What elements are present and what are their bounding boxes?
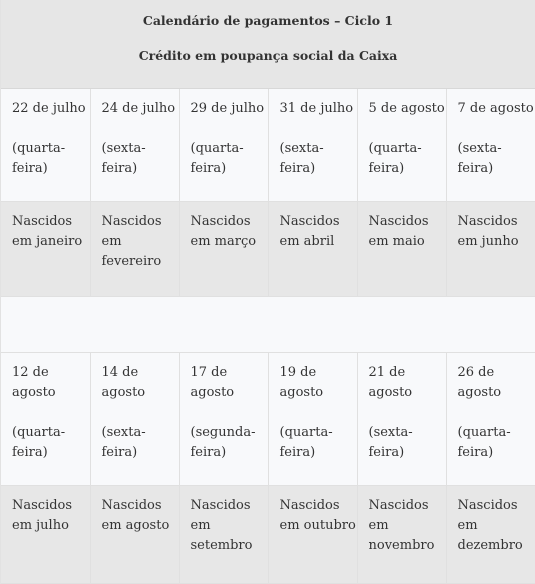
birth-month-label: Nascidos em abril: [280, 202, 357, 252]
birth-month-label: Nascidos em março: [191, 202, 268, 252]
date-cell: [90, 352, 179, 485]
payment-day: 21 de agosto: [369, 363, 446, 403]
birth-month-label: Nascidos em fevereiro: [102, 202, 179, 272]
birth-month-label: Nascidos em novembro: [369, 486, 446, 556]
payment-weekday: (quarta-feira): [369, 139, 446, 179]
date-cell: [446, 89, 535, 201]
payment-weekday: (quarta-feira): [12, 423, 90, 463]
date-cell: [268, 89, 357, 201]
birth-month-label: Nascidos em agosto: [102, 486, 179, 536]
birth-cell: [357, 201, 446, 296]
birth-month-label: Nascidos em dezembro: [458, 486, 535, 556]
birth-cell: [179, 201, 268, 296]
payment-day: 22 de julho: [12, 99, 90, 119]
birth-month-label: Nascidos em outubro: [280, 486, 357, 536]
date-cell: [179, 89, 268, 201]
birth-month-label: Nascidos em junho: [458, 202, 535, 252]
payment-weekday: (sexta-feira): [102, 423, 179, 463]
payment-day: 26 de agosto: [458, 363, 535, 403]
birth-cell: [1, 485, 90, 583]
date-row: [1, 352, 535, 485]
date-cell: [1, 89, 90, 201]
payment-day: 29 de julho: [191, 99, 268, 119]
date-cell: [268, 352, 357, 485]
payment-day: 31 de julho: [280, 99, 357, 119]
spacer-row: [1, 296, 535, 352]
birth-cell: [90, 485, 179, 583]
birth-month-row: [1, 201, 535, 296]
birth-month-label: Nascidos em julho: [12, 486, 90, 536]
payment-weekday: (quarta-feira): [458, 423, 535, 463]
payment-weekday: (quarta-feira): [280, 423, 357, 463]
payment-weekday: (sexta-feira): [458, 139, 535, 179]
payment-day: 7 de agosto: [458, 99, 535, 119]
calendar-subtitle: Crédito em poupança social da Caixa: [1, 47, 535, 65]
date-cell: [446, 352, 535, 485]
birth-cell: [446, 201, 535, 296]
date-cell: [357, 89, 446, 201]
payment-day: 19 de agosto: [280, 363, 357, 403]
date-cell: [1, 352, 90, 485]
birth-month-label: Nascidos em maio: [369, 202, 446, 252]
birth-month-label: Nascidos em janeiro: [12, 202, 90, 252]
payment-weekday: (sexta-feira): [280, 139, 357, 179]
birth-cell: [179, 485, 268, 583]
payment-day: 12 de agosto: [12, 363, 90, 403]
calendar-title: Calendário de pagamentos – Ciclo 1: [1, 0, 535, 30]
date-row: [1, 89, 535, 201]
payment-day: 5 de agosto: [369, 99, 446, 119]
date-cell: [179, 352, 268, 485]
birth-cell: [357, 485, 446, 583]
payment-weekday: (sexta-feira): [102, 139, 179, 179]
birth-cell: [90, 201, 179, 296]
payment-day: 17 de agosto: [191, 363, 268, 403]
spacer-cell: [1, 296, 535, 352]
payment-weekday: (quarta-feira): [191, 139, 268, 179]
date-cell: [357, 352, 446, 485]
payment-weekday: (sexta-feira): [369, 423, 446, 463]
birth-cell: [268, 485, 357, 583]
payment-day: 24 de julho: [102, 99, 179, 119]
birth-cell: [1, 201, 90, 296]
birth-cell: [446, 485, 535, 583]
birth-month-label: Nascidos em setembro: [191, 486, 268, 556]
calendar-table: [1, 89, 535, 584]
payment-weekday: (quarta-feira): [12, 139, 90, 179]
birth-month-row: [1, 485, 535, 583]
date-cell: [90, 89, 179, 201]
calendar-header: [1, 0, 535, 89]
birth-cell: [268, 201, 357, 296]
payment-day: 14 de agosto: [102, 363, 179, 403]
payment-weekday: (segunda-feira): [191, 423, 268, 463]
